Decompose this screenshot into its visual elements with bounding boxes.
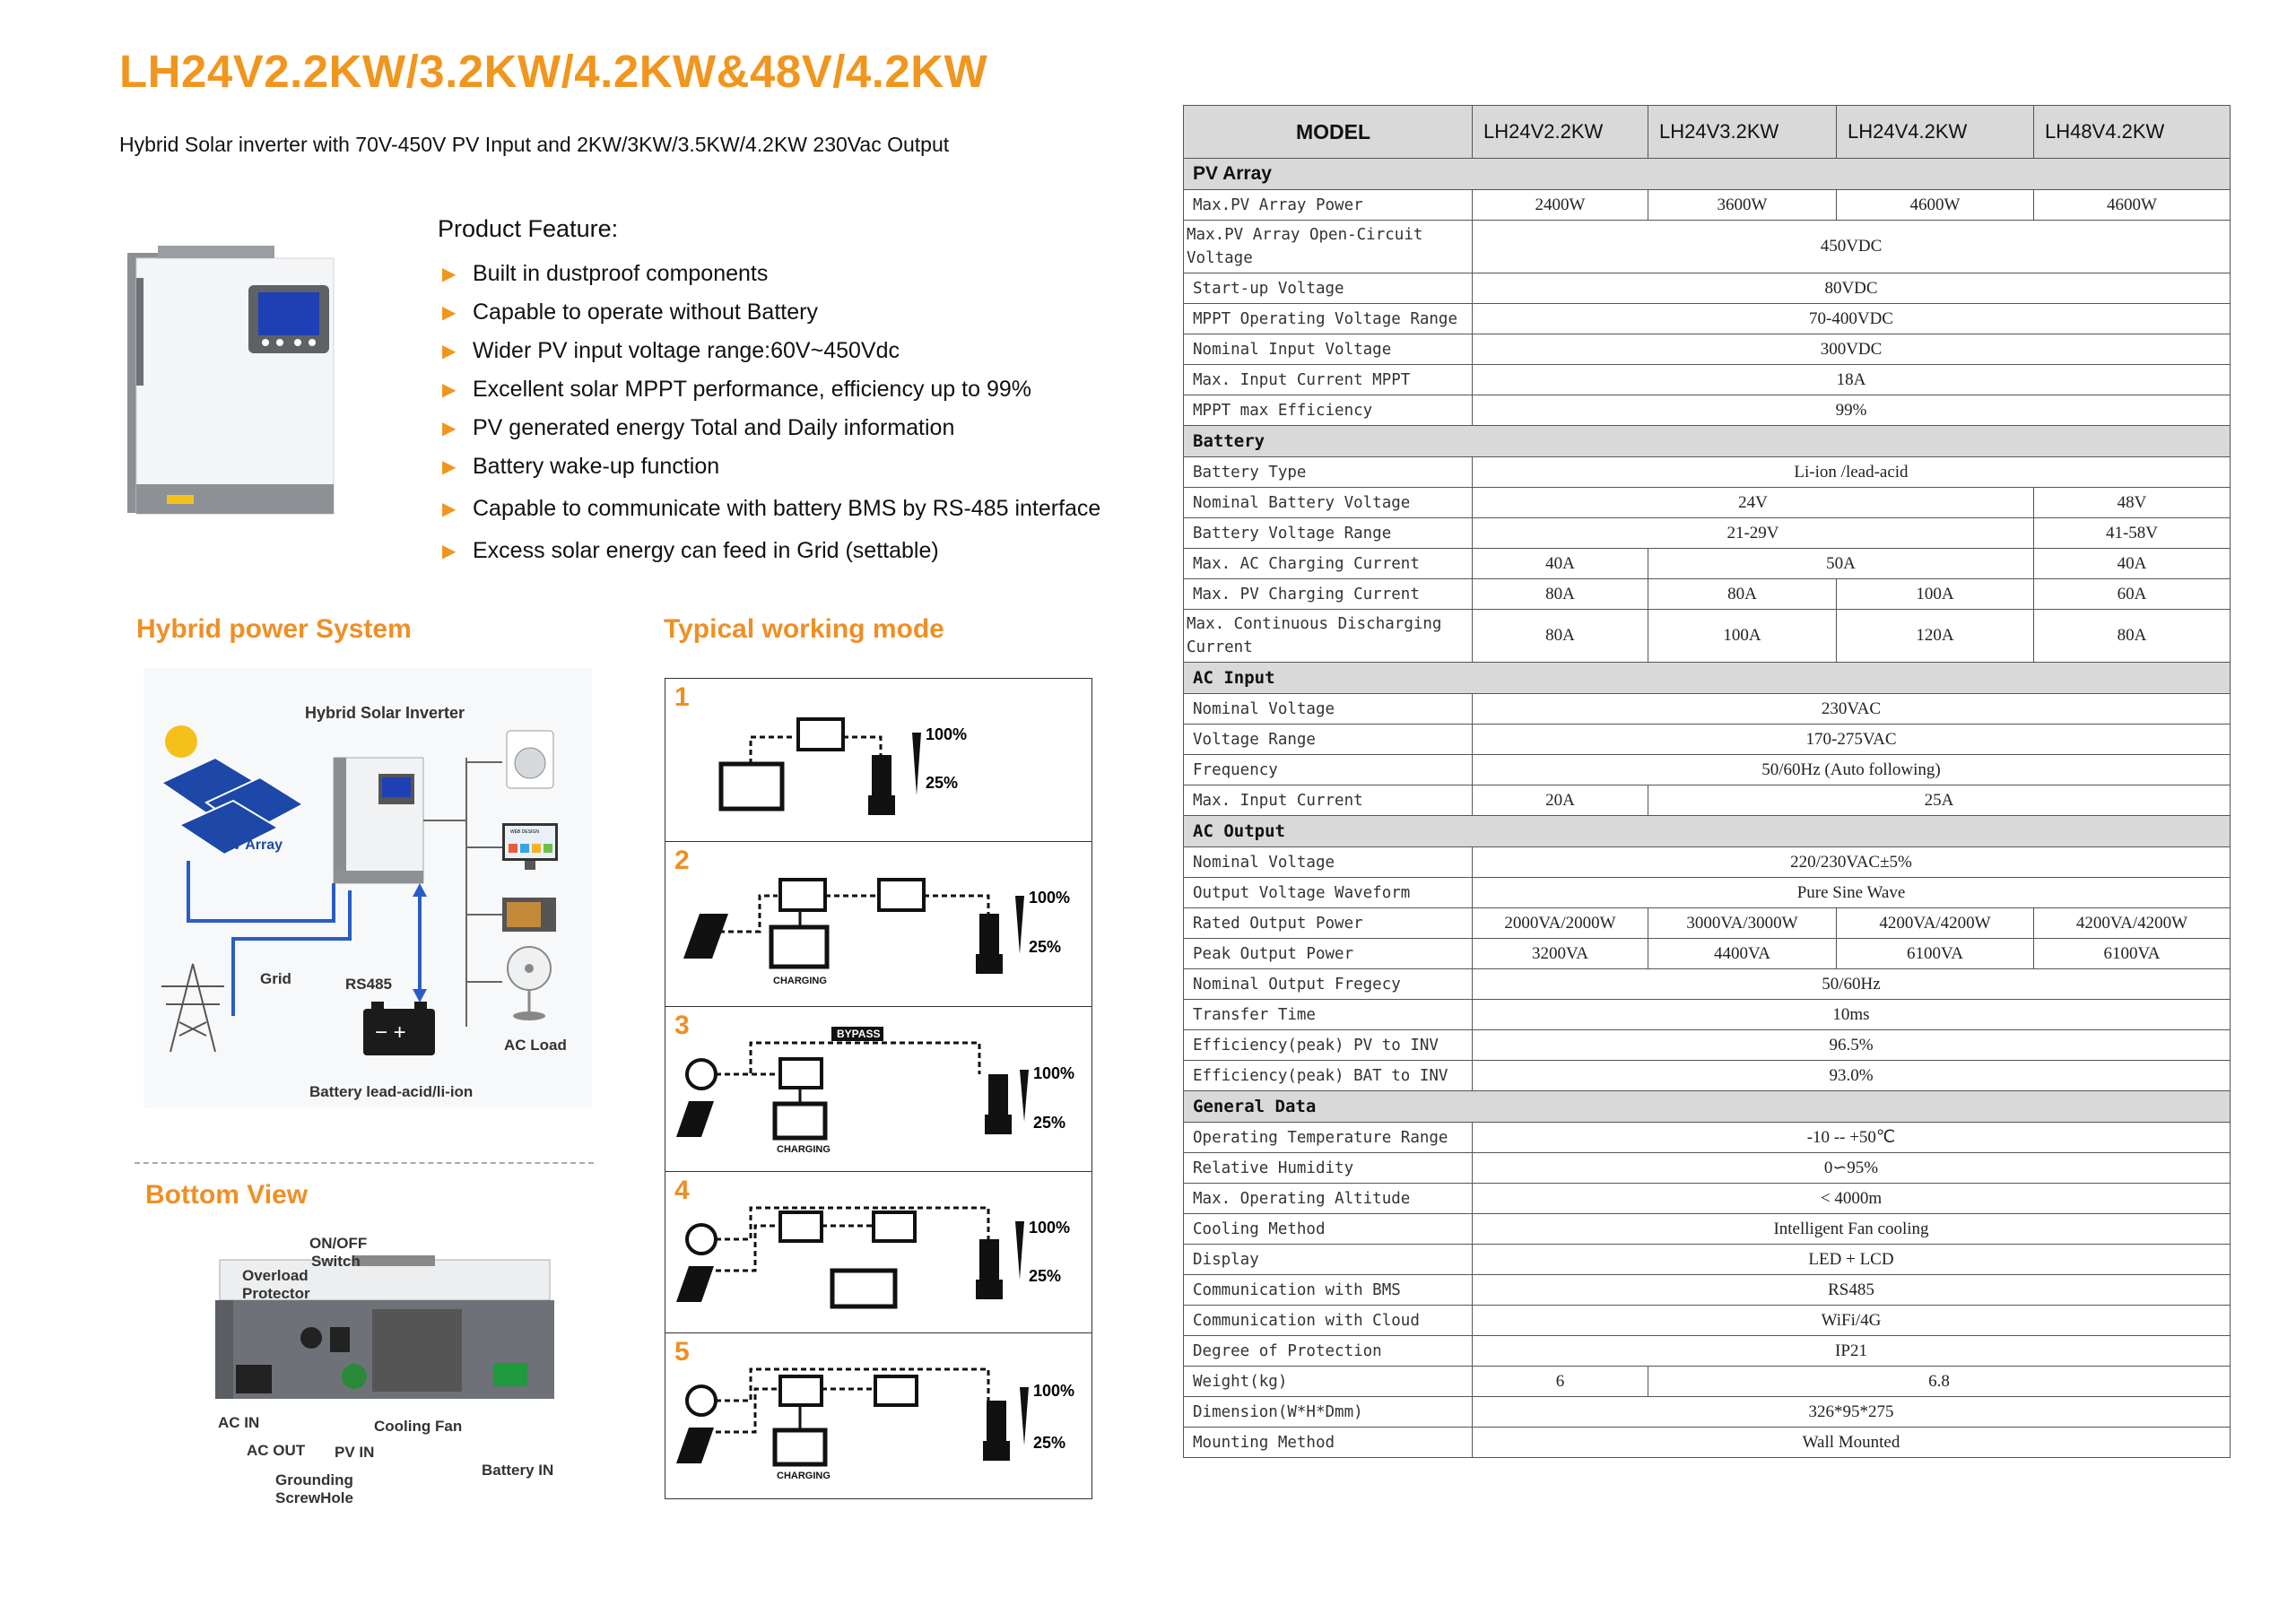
section-title: General Data bbox=[1184, 1091, 2231, 1123]
solar-panel-icon bbox=[683, 914, 728, 959]
page-subtitle: Hybrid Solar inverter with 70V-450V PV Input and 2KW/3KW/3.5KW/4.2KW 230Vac Output bbox=[119, 133, 950, 156]
table-row: Communication with BMS RS485 bbox=[1184, 1275, 2231, 1306]
table-row: Dimension(W*H*Dmm) 326*95*275 bbox=[1184, 1397, 2231, 1428]
washing-machine-icon bbox=[507, 731, 553, 788]
bullet-triangle-icon: ▶ bbox=[442, 380, 457, 400]
section-divider bbox=[135, 1162, 594, 1164]
table-row: Max. PV Charging Current 80A 80A 100A 60A bbox=[1184, 579, 2231, 610]
pct-low: 25% bbox=[1033, 1434, 1066, 1452]
hybrid-system-heading: Hybrid power System bbox=[136, 614, 412, 644]
model-col: LH48V4.2KW bbox=[2034, 106, 2231, 159]
inverter-icon bbox=[798, 719, 843, 750]
table-row: Rated Output Power 2000VA/2000W 3000VA/3000W 4200VA/4200W 4200VA/4200W bbox=[1184, 908, 2231, 939]
section-title: AC Output bbox=[1184, 816, 2231, 847]
mode-4 bbox=[665, 1171, 1092, 1334]
pct-low: 25% bbox=[1033, 1114, 1066, 1132]
inverter-icon bbox=[780, 880, 825, 910]
pct-high: 100% bbox=[1033, 1064, 1075, 1082]
table-row: Battery Type Li-ion /lead-acid bbox=[1184, 457, 2231, 488]
inverter-icon bbox=[874, 1212, 915, 1241]
pv-in-label: PV IN bbox=[335, 1444, 375, 1461]
pct-high: 100% bbox=[1029, 889, 1071, 907]
bulb-icon bbox=[985, 1074, 1012, 1134]
table-row: Communication with Cloud WiFi/4G bbox=[1184, 1306, 2231, 1336]
table-row: Battery Voltage Range 21-29V 41-58V bbox=[1184, 518, 2231, 549]
table-row: Nominal Battery Voltage 24V 48V bbox=[1184, 488, 2231, 518]
product-feature-heading: Product Feature: bbox=[438, 215, 619, 242]
table-row: Weight(kg) 6 6.8 bbox=[1184, 1367, 2231, 1397]
table-row: Frequency 50/60Hz (Auto following) bbox=[1184, 755, 2231, 785]
spec-table bbox=[1183, 105, 2231, 1458]
bulb-icon bbox=[976, 914, 1003, 974]
table-row: Efficiency(peak) PV to INV 96.5% bbox=[1184, 1030, 2231, 1061]
onoff-switch bbox=[330, 1327, 350, 1352]
table-row: MPPT max Efficiency 99% bbox=[1184, 395, 2231, 426]
bulb-icon bbox=[983, 1401, 1010, 1461]
screwhole-label: ScrewHole bbox=[275, 1489, 353, 1506]
section-row bbox=[1184, 159, 2231, 190]
battery-icon bbox=[721, 764, 782, 809]
bullet-triangle-icon: ▶ bbox=[442, 419, 457, 438]
ac-source-icon bbox=[687, 1386, 716, 1415]
battery-icon bbox=[832, 1271, 895, 1306]
table-row: Nominal Output Fregecy 50/60Hz bbox=[1184, 969, 2231, 1000]
onoff-label: ON/OFF bbox=[309, 1235, 368, 1252]
table-row: Cooling Method Intelligent Fan cooling bbox=[1184, 1214, 2231, 1245]
switch-label: Switch bbox=[311, 1253, 361, 1270]
inverter-image bbox=[122, 242, 352, 520]
bullet-triangle-icon: ▶ bbox=[442, 457, 457, 477]
section-row bbox=[1184, 426, 2231, 457]
feature-item: ▶ Capable to communicate with battery BMS by RS-485 interface bbox=[442, 495, 1101, 521]
solar-panel-icon bbox=[676, 1266, 714, 1302]
page-title: LH24V2.2KW/3.2KW/4.2KW&48V/4.2KW bbox=[119, 46, 988, 97]
mode-1 bbox=[665, 678, 1092, 843]
section-title: Battery bbox=[1184, 426, 2231, 457]
pct-high: 100% bbox=[1033, 1382, 1075, 1400]
section-row bbox=[1184, 816, 2231, 847]
battery-in-label: Battery IN bbox=[482, 1462, 554, 1479]
mode-number: 5 bbox=[674, 1337, 690, 1367]
ac-out-label: AC OUT bbox=[247, 1442, 306, 1459]
grid-label: Grid bbox=[260, 970, 291, 987]
bullet-triangle-icon: ▶ bbox=[442, 541, 457, 561]
typical-mode-heading: Typical working mode bbox=[664, 614, 944, 644]
section-title: AC Input bbox=[1184, 663, 2231, 694]
table-row: Voltage Range 170-275VAC bbox=[1184, 725, 2231, 755]
hybrid-system-diagram bbox=[144, 668, 592, 1107]
pct-high: 100% bbox=[926, 725, 968, 743]
table-row: Max. AC Charging Current 40A 50A 40A bbox=[1184, 549, 2231, 579]
solar-panel-icon bbox=[676, 1428, 714, 1463]
cooling-fan-label: Cooling Fan bbox=[374, 1418, 463, 1435]
table-row: Transfer Time 10ms bbox=[1184, 1000, 2231, 1030]
feature-item: ▶ Battery wake-up function bbox=[442, 454, 720, 479]
ac-load-label: AC Load bbox=[504, 1037, 567, 1054]
inverter-icon bbox=[780, 1212, 822, 1241]
bulb-icon bbox=[868, 755, 895, 815]
battery-icon bbox=[363, 1002, 435, 1055]
rs485-label: RS485 bbox=[345, 976, 392, 993]
model-col: LH24V4.2KW bbox=[1837, 106, 2034, 159]
model-col: LH24V3.2KW bbox=[1648, 106, 1837, 159]
table-row: Relative Humidity 0∽95% bbox=[1184, 1153, 2231, 1184]
table-row: Max. Operating Altitude < 4000m bbox=[1184, 1184, 2231, 1214]
inverter-icon bbox=[879, 880, 924, 910]
svg-text:− +: − + bbox=[375, 1020, 406, 1045]
mode-number: 4 bbox=[674, 1176, 690, 1205]
feature-item: ▶ Excellent solar MPPT performance, efficiency up to 99% bbox=[442, 377, 1031, 402]
bulb-icon bbox=[976, 1239, 1003, 1299]
inverter-icon bbox=[780, 1376, 822, 1405]
section-row bbox=[1184, 663, 2231, 694]
section-row bbox=[1184, 1091, 2231, 1123]
charging-label: CHARGING bbox=[777, 1144, 831, 1155]
overload-label: Overload bbox=[242, 1267, 309, 1284]
web-design-text: WEB DESIGN bbox=[510, 829, 539, 835]
inverter-label: Hybrid Solar Inverter bbox=[305, 704, 465, 722]
protector-label: Protector bbox=[242, 1285, 310, 1302]
bottom-view-diagram bbox=[211, 1228, 596, 1515]
pct-low: 25% bbox=[1029, 938, 1062, 956]
table-row: Peak Output Power 3200VA 4400VA 6100VA 6100VA bbox=[1184, 939, 2231, 969]
feature-item: ▶ Wider PV input voltage range:60V~450Vdc bbox=[442, 338, 900, 363]
mode-number: 2 bbox=[674, 846, 690, 875]
feature-item: ▶ Built in dustproof components bbox=[442, 261, 769, 286]
battery-label: Battery lead-acid/li-ion bbox=[309, 1083, 474, 1100]
battery-in-port bbox=[493, 1363, 527, 1386]
battery-icon bbox=[775, 1104, 825, 1138]
ac-in-port bbox=[236, 1365, 272, 1393]
mode-2 bbox=[665, 841, 1092, 1008]
table-row: Max.PV Array Open-Circuit Voltage 450VDC bbox=[1184, 221, 2231, 273]
pv-in-port bbox=[342, 1364, 367, 1389]
microwave-icon bbox=[502, 898, 556, 932]
pct-low: 25% bbox=[926, 774, 959, 792]
battery-icon bbox=[771, 927, 827, 967]
model-header: MODEL bbox=[1184, 106, 1473, 159]
battery-icon bbox=[775, 1430, 825, 1464]
section-title: PV Array bbox=[1184, 159, 2231, 190]
bypass-label: BYPASS bbox=[837, 1028, 881, 1040]
overload-protector bbox=[300, 1327, 322, 1349]
mode-5 bbox=[665, 1332, 1092, 1499]
feature-item: ▶ Excess solar energy can feed in Grid (settable) bbox=[442, 537, 939, 563]
feature-item: ▶ Capable to operate without Battery bbox=[442, 299, 818, 325]
feature-item: ▶ PV generated energy Total and Daily information bbox=[442, 415, 955, 440]
pct-high: 100% bbox=[1029, 1219, 1071, 1237]
table-row: Max. Input Current 20A 25A bbox=[1184, 785, 2231, 816]
table-row: Degree of Protection IP21 bbox=[1184, 1336, 2231, 1367]
charging-label: CHARGING bbox=[777, 1471, 831, 1481]
mode-number: 3 bbox=[674, 1011, 690, 1040]
table-row: Nominal Input Voltage 300VDC bbox=[1184, 334, 2231, 365]
charging-label: CHARGING bbox=[773, 976, 827, 986]
bullet-triangle-icon: ▶ bbox=[442, 342, 457, 361]
solar-panel-icon bbox=[676, 1101, 714, 1137]
inverter-icon bbox=[334, 758, 423, 883]
table-row: Max. Continuous Discharging Current 80A 100A 120A 80A bbox=[1184, 610, 2231, 663]
bullet-triangle-icon: ▶ bbox=[442, 265, 457, 284]
table-row: Nominal Voltage 230VAC bbox=[1184, 694, 2231, 725]
bottom-view-heading: Bottom View bbox=[145, 1180, 309, 1210]
inverter-icon bbox=[780, 1059, 822, 1088]
cooling-fan-grille bbox=[372, 1309, 462, 1392]
mode-3 bbox=[665, 1006, 1092, 1173]
table-row: Nominal Voltage 220/230VAC±5% bbox=[1184, 847, 2231, 878]
bullet-triangle-icon: ▶ bbox=[442, 499, 457, 519]
table-row: Mounting Method Wall Mounted bbox=[1184, 1428, 2231, 1458]
table-row: Output Voltage Waveform Pure Sine Wave bbox=[1184, 878, 2231, 908]
ac-source-icon bbox=[687, 1225, 716, 1254]
table-row: MPPT Operating Voltage Range 70-400VDC bbox=[1184, 304, 2231, 334]
table-row: Efficiency(peak) BAT to INV 93.0% bbox=[1184, 1061, 2231, 1091]
mode-number: 1 bbox=[674, 682, 690, 712]
bullet-triangle-icon: ▶ bbox=[442, 303, 457, 323]
sun-icon bbox=[165, 725, 197, 758]
pct-low: 25% bbox=[1029, 1267, 1062, 1285]
table-header-row bbox=[1184, 106, 2231, 159]
model-col: LH24V2.2KW bbox=[1473, 106, 1648, 159]
inverter-icon bbox=[875, 1376, 917, 1405]
ac-source-icon bbox=[687, 1060, 716, 1089]
table-row: Display LED + LCD bbox=[1184, 1245, 2231, 1275]
feature-list bbox=[442, 255, 1100, 570]
ac-in-label: AC IN bbox=[218, 1414, 260, 1431]
pv-array-label: PV Array bbox=[222, 838, 283, 853]
table-row: Max.PV Array Power 2400W 3600W 4600W 4600W bbox=[1184, 190, 2231, 221]
table-row: Operating Temperature Range -10 -- +50℃ bbox=[1184, 1123, 2231, 1153]
grounding-label: Grounding bbox=[275, 1471, 353, 1488]
table-row: Start-up Voltage 80VDC bbox=[1184, 273, 2231, 304]
table-row: Max. Input Current MPPT 18A bbox=[1184, 365, 2231, 395]
